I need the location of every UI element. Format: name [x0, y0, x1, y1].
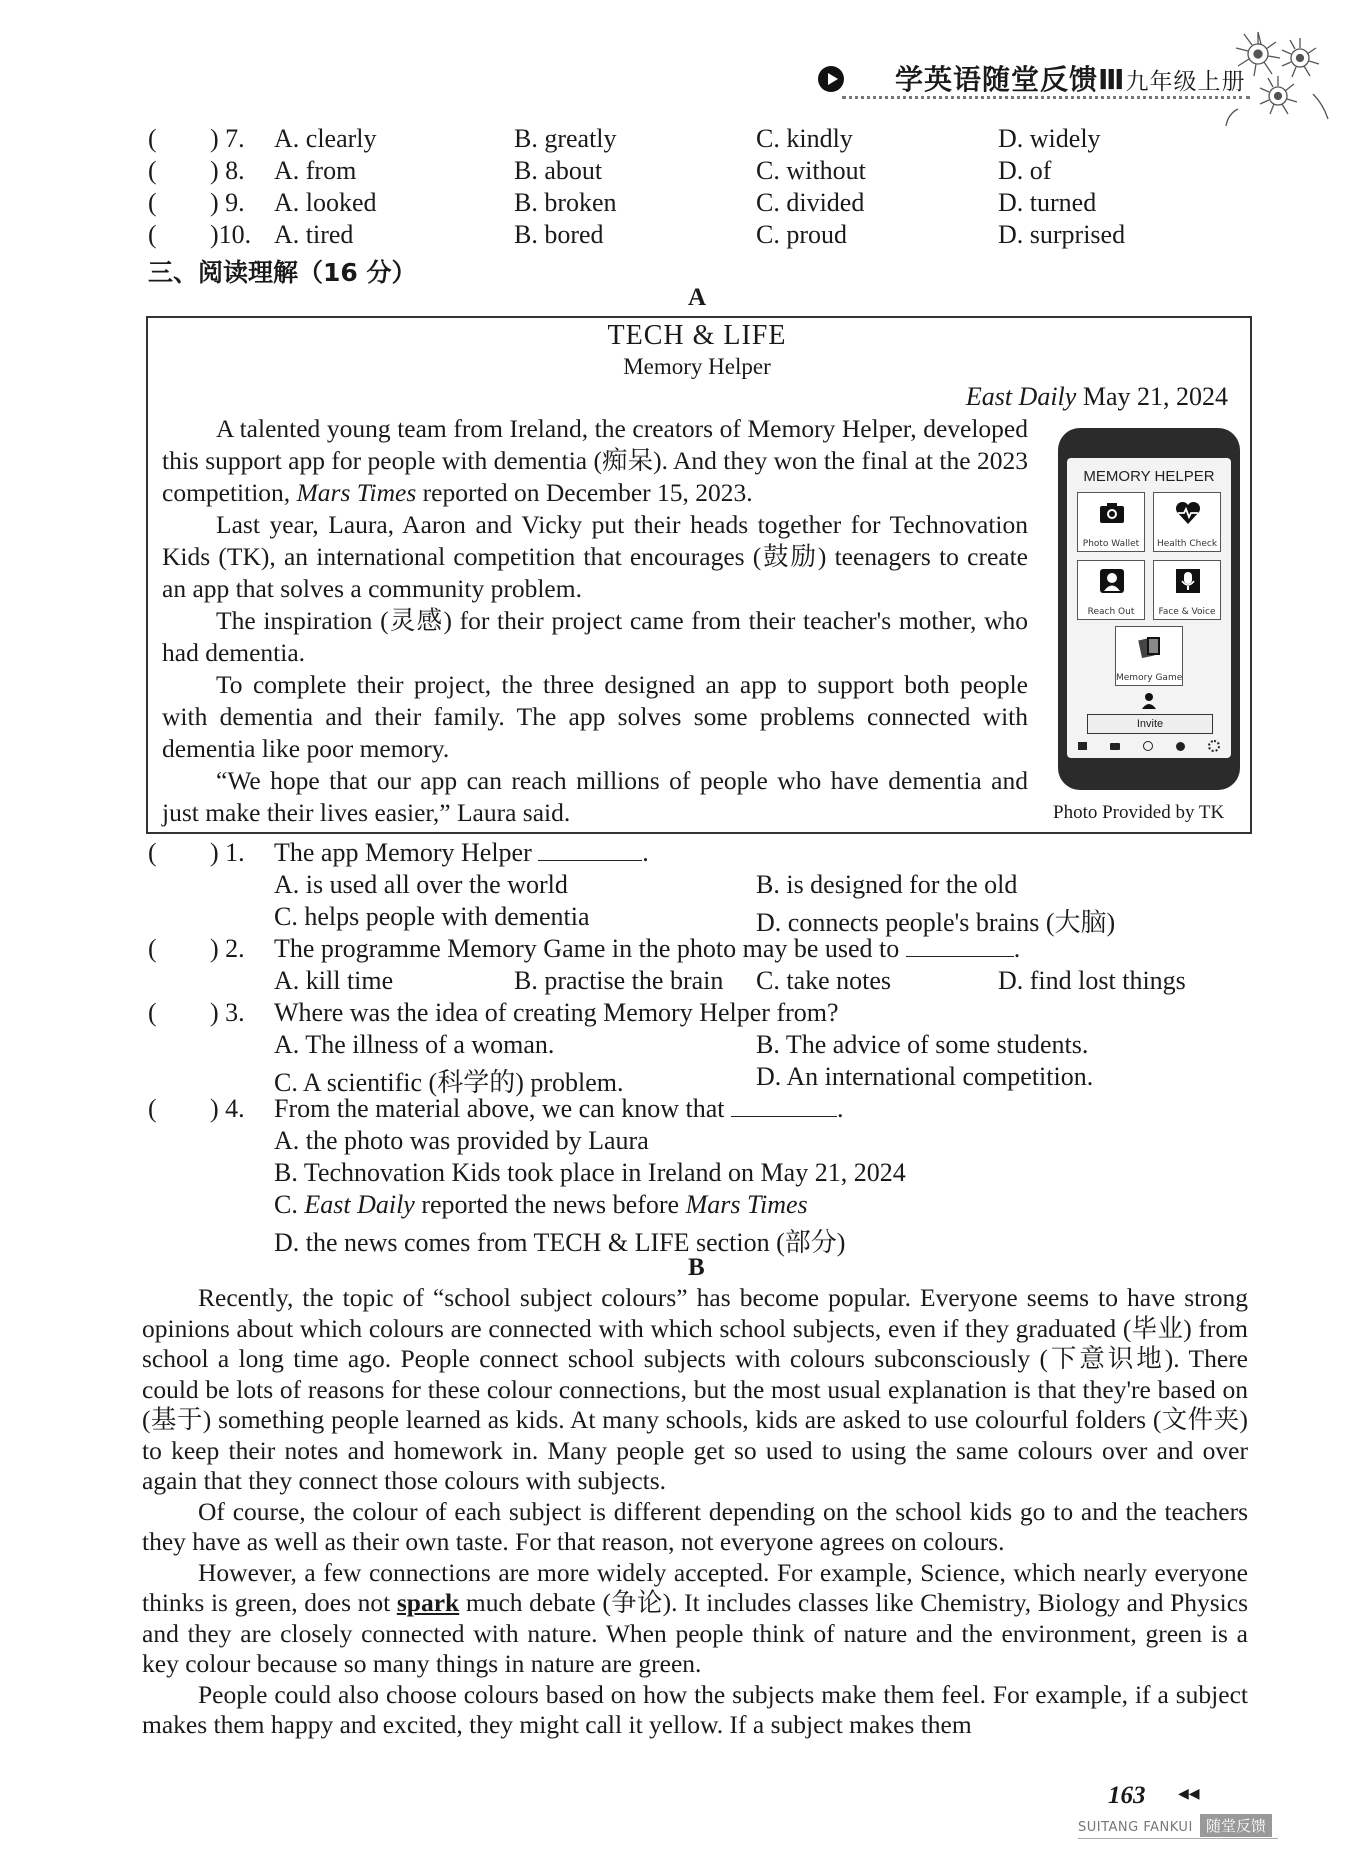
question-number: ) 9. — [210, 188, 245, 217]
publish-date: May 21, 2024 — [1082, 382, 1228, 411]
option-b[interactable]: B. is designed for the old — [756, 870, 1018, 899]
paragraph-1: A talented young team from Ireland, the creators of Memory Helper, developed this support app for people with dementia (痴呆). And they won the final at the 2023 competition, Mars Times reported on December 15, 2023. — [162, 414, 1028, 507]
option-d[interactable]: D. find lost things — [998, 966, 1186, 995]
option-c[interactable]: C. proud — [756, 220, 847, 249]
option-c[interactable]: C. kindly — [756, 124, 853, 153]
option-c[interactable]: C. A scientific (科学的) problem. — [274, 1068, 624, 1097]
book-subtitle: 九年级上册 — [1125, 69, 1246, 95]
microphone-icon — [1174, 567, 1202, 595]
paragraph-4: To complete their project, the three designed an app to support both people with dementia and their family. The app solves some problems connected with dementia like poor memory. — [162, 670, 1028, 763]
answer-paren[interactable]: ( — [148, 220, 157, 249]
option-c[interactable]: C. take notes — [756, 966, 892, 995]
footer-tag: 随堂反馈 — [1200, 1814, 1272, 1837]
settings-icon[interactable] — [1208, 740, 1220, 752]
mars-times-italic: Mars Times — [685, 1190, 808, 1219]
option-d[interactable]: D. connects people's brains (大脑) — [756, 908, 1116, 937]
option-b[interactable]: B. broken — [514, 188, 617, 217]
option-b[interactable]: B. Technovation Kids took place in Ireland on May 21, 2024 — [274, 1158, 906, 1187]
option-d[interactable]: D. widely — [998, 124, 1101, 153]
answer-paren[interactable]: ( — [148, 934, 157, 963]
play-icon — [818, 66, 844, 92]
masthead: TECH & LIFE — [607, 320, 787, 351]
answer-paren[interactable]: ( — [148, 124, 157, 153]
paragraph-2: Last year, Laura, Aaron and Vicky put their heads together for Technovation Kids (TK), an international competition that encourages (鼓励) teenagers to create an app that solves a community problem. — [162, 510, 1028, 603]
paragraph-3: The inspiration (灵感) for their project came from their teacher's mother, who had dementia. — [162, 606, 1028, 667]
invite-button[interactable]: Invite — [1087, 714, 1213, 734]
option-b[interactable]: B. about — [514, 156, 603, 185]
option-b[interactable]: B. greatly — [514, 124, 617, 153]
question-number: ) 1. — [210, 838, 245, 867]
phone-screen — [1067, 458, 1231, 758]
answer-paren[interactable]: ( — [148, 998, 157, 1027]
answer-paren[interactable]: ( — [148, 188, 157, 217]
option-d[interactable]: D. surprised — [998, 220, 1126, 249]
passage-a-body — [162, 413, 1028, 829]
paragraph-2: Of course, the colour of each subject is different depending on the school kids go to and the teachers they have as well as their own taste. For that reason, not everyone agrees on colours. — [142, 1496, 1248, 1556]
grid-icon[interactable] — [1078, 742, 1087, 750]
section-heading: 三、阅读理解（16 分） — [148, 258, 417, 287]
answer-blank[interactable] — [538, 838, 642, 861]
paragraph-5: “We hope that our app can reach millions of people who have dementia and just make their lives easier,” Laura said. — [162, 766, 1028, 827]
passage-b-label: B — [688, 1254, 705, 1281]
option-c[interactable]: C. helps people with dementia — [274, 902, 590, 931]
option-c[interactable]: C. without — [756, 156, 866, 185]
option-d[interactable]: D. of — [998, 156, 1052, 185]
option-a[interactable]: A. tired — [274, 220, 354, 249]
question-stem: The app Memory Helper . — [274, 838, 649, 867]
dateline — [966, 382, 1228, 412]
question-number: ) 4. — [210, 1094, 245, 1123]
photo-credit: Photo Provided by TK — [1053, 802, 1225, 823]
answer-blank[interactable] — [731, 1094, 837, 1117]
option-a[interactable]: A. kill time — [274, 966, 394, 995]
memory-game-tile: Memory Game — [1115, 626, 1183, 686]
option-a[interactable]: A. The illness of a woman. — [274, 1030, 555, 1059]
answer-paren[interactable]: ( — [148, 156, 157, 185]
option-d[interactable]: D. the news comes from TECH & LIFE section (部分) — [274, 1228, 846, 1257]
header-divider — [842, 96, 1250, 99]
option-c[interactable]: C. divided — [756, 188, 865, 217]
cards-icon — [1136, 633, 1164, 661]
option-a[interactable]: A. from — [274, 156, 357, 185]
paragraph-3: However, a few connections are more widely accepted. For example, Science, which nearly everyone thinks is green, does not spark much debate (争论). It includes classes like Chemistry, Biology and Physics and they are closely connected with nature. When people think of nature and the environment, green is a key colour because so many things in nature are green. — [142, 1557, 1249, 1678]
option-a[interactable]: A. looked — [274, 188, 377, 217]
reach-out-tile: Reach Out — [1077, 560, 1145, 620]
option-d[interactable]: D. An international competition. — [756, 1062, 1094, 1091]
headline: Memory Helper — [623, 354, 771, 379]
paragraph-4: People could also choose colours based on how the subjects make them feel. For example, if a subject makes them happy and excited, they might call it yellow. If a subject makes them — [142, 1679, 1248, 1739]
option-a[interactable]: A. clearly — [274, 124, 377, 153]
option-a[interactable]: A. the photo was provided by Laura — [274, 1126, 649, 1155]
contacts-icon — [1098, 567, 1126, 595]
question-stem: The programme Memory Game in the photo may be used to . — [274, 934, 1021, 963]
question-number: ) 7. — [210, 124, 245, 153]
question-number: ) 2. — [210, 934, 245, 963]
book-title: 学英语随堂反馈Ⅲ九年级上册 — [895, 63, 1246, 96]
double-left-arrow-icon: ◀◀ — [1178, 1787, 1200, 1802]
heart-pulse-icon — [1174, 499, 1202, 527]
east-daily-italic: East Daily — [304, 1190, 415, 1219]
app-title: MEMORY HELPER — [1083, 468, 1215, 485]
question-number: ) 8. — [210, 156, 245, 185]
underlined-word: spark — [396, 1588, 460, 1617]
question-stem: Where was the idea of creating Memory Helper from? — [274, 998, 839, 1027]
photo-wallet-tile: Photo Wallet — [1077, 492, 1145, 552]
add-person-icon — [1141, 692, 1157, 710]
mars-times-italic: Mars Times — [296, 478, 417, 507]
question-number: )10. — [210, 220, 252, 249]
answer-paren[interactable]: ( — [148, 838, 157, 867]
app-screenshot-phone — [1058, 428, 1240, 790]
face-voice-tile: Face & Voice — [1153, 560, 1221, 620]
folder-icon[interactable] — [1110, 743, 1120, 750]
footer-pinyin: SUITANG FANKUI — [1078, 1820, 1193, 1835]
answer-blank[interactable] — [906, 934, 1014, 957]
paragraph-1: Recently, the topic of “school subject colours” has become popular. Everyone seems to have strong opinions about which colours are connected with which school subjects, even if they graduated (毕业) from school a long time ago. People connect school subjects with colours subconsciously (下意识地). There could be lots of reasons for these colour connections, but the most usual explanation is that they're based on (基于) something people learned as kids. At many schools, kids are asked to use colourful folders (文件夹) to keep their notes and homework in. Many people get so used to using the same colours over and over again that they connect those colours with subjects. — [142, 1283, 1248, 1495]
option-c[interactable]: C. East Daily reported the news before Mars Times — [274, 1190, 808, 1219]
passage-a-label: A — [688, 284, 707, 311]
option-b[interactable]: B. bored — [514, 220, 604, 249]
option-b[interactable]: B. The advice of some students. — [756, 1030, 1089, 1059]
footer-divider — [1078, 1838, 1278, 1839]
page-number: 163 — [1108, 1782, 1146, 1809]
newspaper-name: East Daily — [965, 382, 1077, 411]
health-check-tile: Health Check — [1153, 492, 1221, 552]
question-stem: From the material above, we can know that . — [274, 1094, 844, 1123]
answer-paren[interactable]: ( — [148, 1094, 157, 1123]
option-b[interactable]: B. practise the brain — [514, 966, 724, 995]
compass-icon[interactable] — [1176, 742, 1185, 751]
passage-b-body — [142, 1283, 1248, 1741]
bottom-nav — [1067, 738, 1231, 754]
clock-icon[interactable] — [1143, 741, 1153, 751]
option-d[interactable]: D. turned — [998, 188, 1097, 217]
question-number: ) 3. — [210, 998, 245, 1027]
flower-decoration-icon — [1218, 14, 1336, 132]
option-a[interactable]: A. is used all over the world — [274, 870, 568, 899]
camera-icon — [1098, 499, 1126, 527]
